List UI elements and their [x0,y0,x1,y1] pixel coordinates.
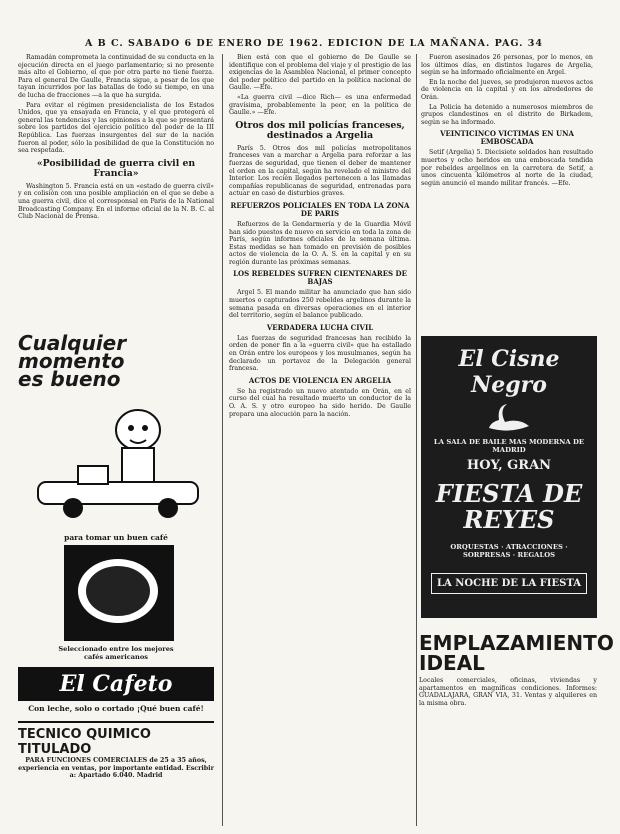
headline: VEINTICINCO VICTIMAS EN UNA EMBOSCADA [440,129,574,147]
swan-icon [479,400,539,434]
venue-line: LA SALA DE BAILE MAS MODERNA DE MADRID [433,438,585,454]
paragraph: Se ha registrado un nuevo atentado en Orán, en el curso del cual ha resultado muerto un conductor de la O. A. S. y otro europeo ha sido herido. De Gaulle prepara una alocución para la nación. [229,387,411,418]
paragraph: En la noche del jueves, se produjeron nuevos actos de violencia en la capital y en los alrededores de Orán. [421,78,593,101]
paragraph: Fueron asesinados 26 personas, por lo menos, en los últimos días, en distintos lugares de Argelia, según se ha informado oficialmente en Argel. [421,54,593,77]
column-3 [421,54,593,189]
column-divider [416,54,417,826]
column-divider [222,54,223,826]
job-ad-body: PARA FUNCIONES COMERCIALES de 25 a 35 años, experiencia en ventas, por importante entidad. Escribir a: Apartado 6.040. Madrid [18,757,214,780]
ad-tagline: Seleccionado entre los mejores cafés americanos [58,645,174,661]
subheadline: REFUERZOS POLICIALES EN TODA LA ZONA DE PARIS [230,200,410,218]
ad-headline: Cualquier momento es bueno [18,331,127,391]
ad-body: Locales comerciales, oficinas, viviendas y apartamentos en magníficas condiciones. Informes: GUADALAJARA, GRAN VIA, 31. Ventas y alquileres en la misma obra. [419,677,597,707]
paragraph: Argel 5. El mando militar ha anunciado que han sido muertos o capturados 250 rebeldes argelinos durante la semana pasada en diversas operaciones en el interior del territorio, según el balance publicado. [229,289,411,320]
event-title: FIESTA DE REYES [435,479,583,534]
paragraph: «La guerra civil —dice Rich— es una enfermedad gravísima, probablemente la peor, en la política de Gaulle.» —Efe. [229,93,411,117]
column-1 [18,54,214,223]
headline: Otros dos mil policías franceses, destinados a Argelia [235,119,405,142]
cartoon-waiter-illustration [18,390,214,530]
column-2 [229,54,411,420]
paragraph: Ramadán comprometa la continuidad de su conducta en la ejecución directa en el juego parlamentario; si no presente más alto el Gobierno, el que por otra parte no tiene fuerza. Para el general De Gaulle, Francia sigue, a pesar de los que tayan incurridos por las batallas de todo su tiempo, en una de lucha de fracciones —a la que ha surgida. [18,54,214,99]
paragraph: Washington 5. Francia está en un «estado de guerra civil» y en colisión con una posible ampliación en el que se debe a una guerra civil, dice el corresponsal en Paris de la National Broadcasting Company. En el informe oficial de la N. B. C. al Club Nacional de Prensa. [18,182,214,221]
paragraph: Refuerzos de la Gendarmería y de la Guardia Móvil han sido puestos de nuevo en servicio en toda la zona de París, según informes oficiales de la semana última. Estas medidas se han tomado en previsión de posibles actos de violencia de la O. A. S. en la capital y en su región durante las próximas semanas. [229,220,411,266]
real-estate-advertisement [419,631,614,707]
paragraph: Las fuerzas de seguridad francesas han recibido la orden de poner fin a la «guerra civil» que ha estallado en Orán entre los europeos y los musulmanes, según ha declarado un portavoz de la Delegación general francesa. [229,334,411,373]
headline: «Posibilidad de guerra civil en Francia» [36,157,196,180]
attractions: ORQUESTAS · ATRACCIONES · SORPRESAS · REGALOS [450,543,568,559]
paragraph: Bien está con que el gobierno de De Gaulle se identifique con el problema del viaje y el prestigio de las exigencias de la Asamblea Nacional, el primer concepto del poder político del partido en la política nacional de Gaulle. —Efe. [229,54,411,92]
paragraph: La Policía ha detenido a numerosos miembros de grupos clandestinos en el distrito de Birkadem, según se ha informado. [421,103,593,126]
club-logo: El Cisne Negro [458,346,560,398]
subheadline: ACTOS DE VIOLENCIA EN ARGELIA [248,375,392,385]
ad-caption: para tomar un buen café [64,533,168,542]
nightclub-advertisement [421,336,597,618]
page-header: A B C. SABADO 6 DE ENERO DE 1962. EDICION DE LA MAÑANA. PAG. 34 [84,38,544,49]
event-footer: LA NOCHE DE LA FIESTA [431,573,587,594]
brand-logo: El Cafeto [18,667,214,701]
ad-title: EMPLAZAMIENTO IDEAL [419,631,614,675]
coffee-cup-illustration [18,545,214,641]
paragraph: Setif (Argelia) 5. Diecisiete soldados han resultado muertos y ocho heridos en una emboscada tendida por rebeldes argelinos en la carretera de Setif, a unos cincuenta kilómetros al norte de la ciudad, según anunció el mando militar francés. —Efe. [421,149,593,187]
paragraph: Para evitar el régimen presidencialista de los Estados Unidos, que ya ensayada en Francia, y el que protegerá el general las tendencias y las opiniones a la que se presentará sobre los partidos del ejercicio político del poder de la III República. Las fuerzas insurgentes del sur de la nación fueron al poder, sólo la posibilidad de que la Constitución no sea respetada. [18,101,214,155]
today-label: HOY, GRAN [466,458,552,473]
subheadline: VERDADERA LUCHA CIVIL [266,322,374,332]
job-ad-headline: TECNICO QUIMICO TITULADO [18,721,214,757]
paragraph: París 5. Otros dos mil policías metropolitanos franceses van a marchar a Argelia para reforzar a las fuerzas de seguridad, que tienen el deber de mantener el orden en la capital, según ha revelado el ministro del Interior. Los recién llegados pertenecen a las llamadas compañías republicanas de seguridad, entrenadas para actuar en caso de disturbios graves. [229,144,411,198]
cafe-advertisement [18,328,214,826]
ad-slogan: Con leche, solo o cortado ¡Qué buen café! [28,704,204,713]
subheadline: LOS REBELDES SUFREN CIENTENARES DE BAJAS [233,269,407,287]
